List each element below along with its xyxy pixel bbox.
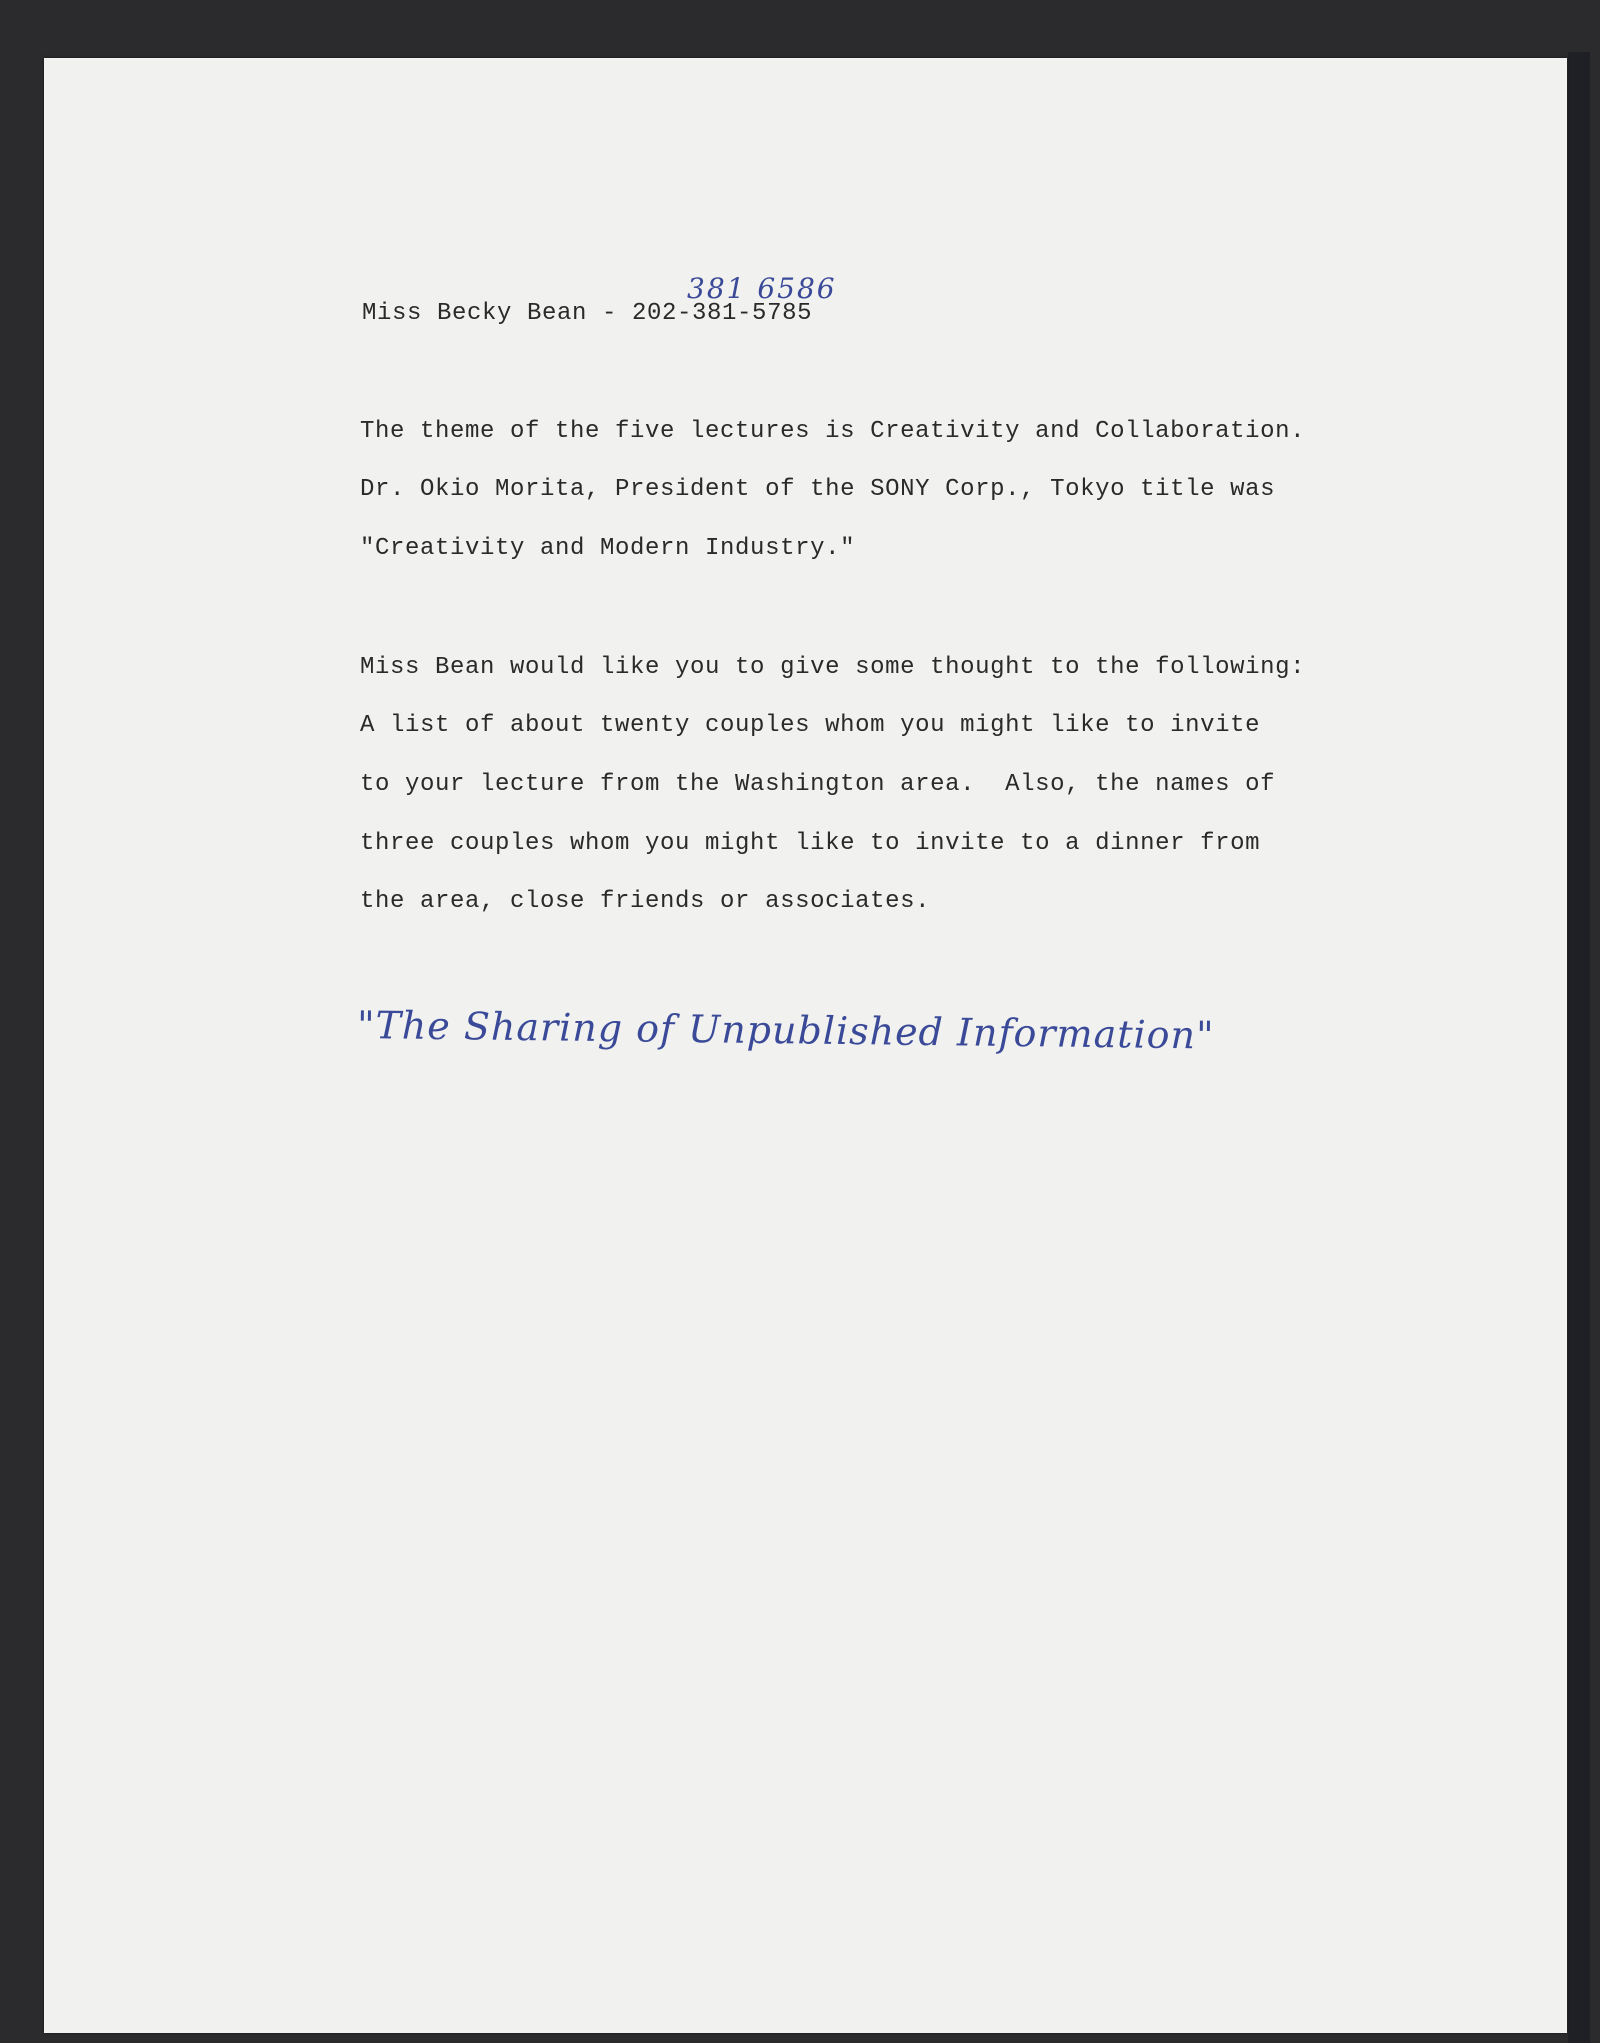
paragraph1-line2: Dr. Okio Morita, President of the SONY Corp., Tokyo title was	[360, 476, 1276, 503]
handwritten-lecture-title: "The Sharing of Unpublished Information"	[356, 1003, 1215, 1058]
paragraph2-line5: the area, close friends or associates.	[360, 888, 931, 915]
document-page	[44, 58, 1567, 2033]
paragraph2-line3: to your lecture from the Washington area. Also, the names of	[360, 771, 1276, 798]
paragraph2-line1: Miss Bean would like you to give some thought to the following:	[360, 654, 1306, 681]
contact-line: Miss Becky Bean - 202-381-5785	[362, 300, 813, 327]
handwritten-phone-number: 381 6586	[687, 272, 837, 305]
backing-board-edge	[1568, 52, 1590, 2043]
paragraph2-line2: A list of about twenty couples whom you might like to invite	[360, 712, 1261, 739]
paragraph1-line1: The theme of the five lectures is Creativity and Collaboration.	[360, 418, 1306, 445]
paragraph1-line3: "Creativity and Modern Industry."	[360, 535, 856, 562]
paragraph2-line4: three couples whom you might like to invite to a dinner from	[360, 830, 1261, 857]
